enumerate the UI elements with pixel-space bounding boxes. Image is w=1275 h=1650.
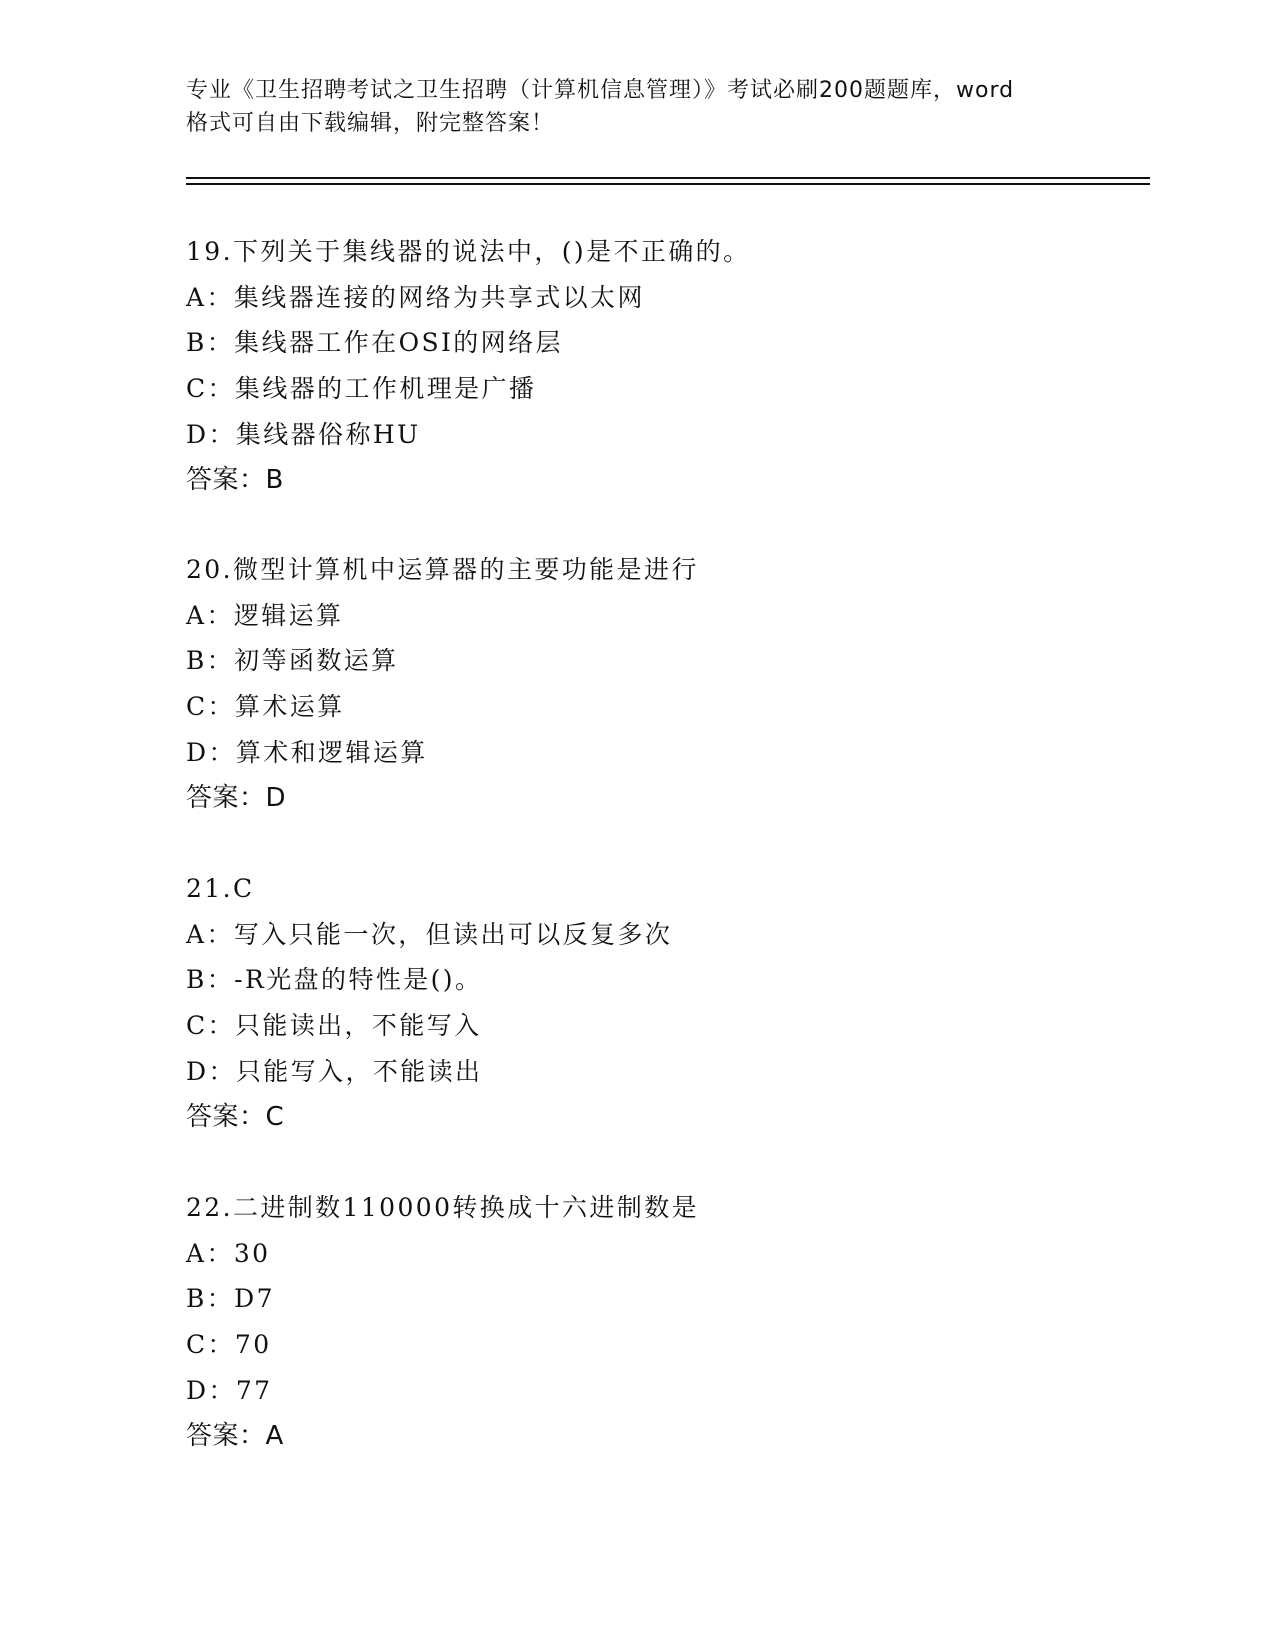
option-d: D：算术和逻辑运算 <box>186 737 428 767</box>
header-divider-top <box>186 177 1150 179</box>
option-a: A：集线器连接的网络为共享式以太网 <box>186 282 645 312</box>
option-c: C：算术运算 <box>186 692 345 722</box>
header-title-line-1: 专业《卫生招聘考试之卫生招聘（计算机信息管理）》考试必刷200题题库，word <box>186 78 1015 103</box>
answer-label: 答案：B <box>186 465 284 496</box>
option-b: B：-R光盘的特性是()。 <box>186 965 483 995</box>
question-stem: 20.微型计算机中运算器的主要功能是进行 <box>186 555 699 584</box>
question-20 <box>186 547 1166 821</box>
option-d: D：77 <box>186 1375 273 1405</box>
option-d: D：集线器俗称HU <box>186 419 421 449</box>
question-22 <box>186 1185 1166 1459</box>
option-b: B：D7 <box>186 1284 275 1314</box>
header-divider-bottom <box>186 183 1150 185</box>
option-a: A：逻辑运算 <box>186 600 344 630</box>
answer-label: 答案：C <box>186 1102 285 1133</box>
option-d: D：只能写入，不能读出 <box>186 1056 483 1086</box>
question-19 <box>186 229 1166 503</box>
option-a: A：写入只能一次，但读出可以反复多次 <box>186 919 673 949</box>
option-c: C：70 <box>186 1330 272 1360</box>
header-title-line-2: 格式可自由下载编辑，附完整答案！ <box>186 111 555 136</box>
question-stem: 22.二进制数110000转换成十六进制数是 <box>186 1193 699 1222</box>
question-stem: 21.C <box>186 874 255 903</box>
option-c: C：集线器的工作机理是广播 <box>186 374 537 404</box>
document-header <box>186 74 1086 140</box>
option-c: C：只能读出，不能写入 <box>186 1011 482 1041</box>
option-b: B：集线器工作在OSI的网络层 <box>186 328 563 358</box>
answer-label: 答案：D <box>186 783 287 814</box>
answer-label: 答案：A <box>186 1421 284 1452</box>
question-stem: 19.下列关于集线器的说法中，()是不正确的。 <box>186 237 751 266</box>
option-b: B：初等函数运算 <box>186 646 399 676</box>
option-a: A：30 <box>186 1238 271 1268</box>
question-21 <box>186 866 1166 1140</box>
